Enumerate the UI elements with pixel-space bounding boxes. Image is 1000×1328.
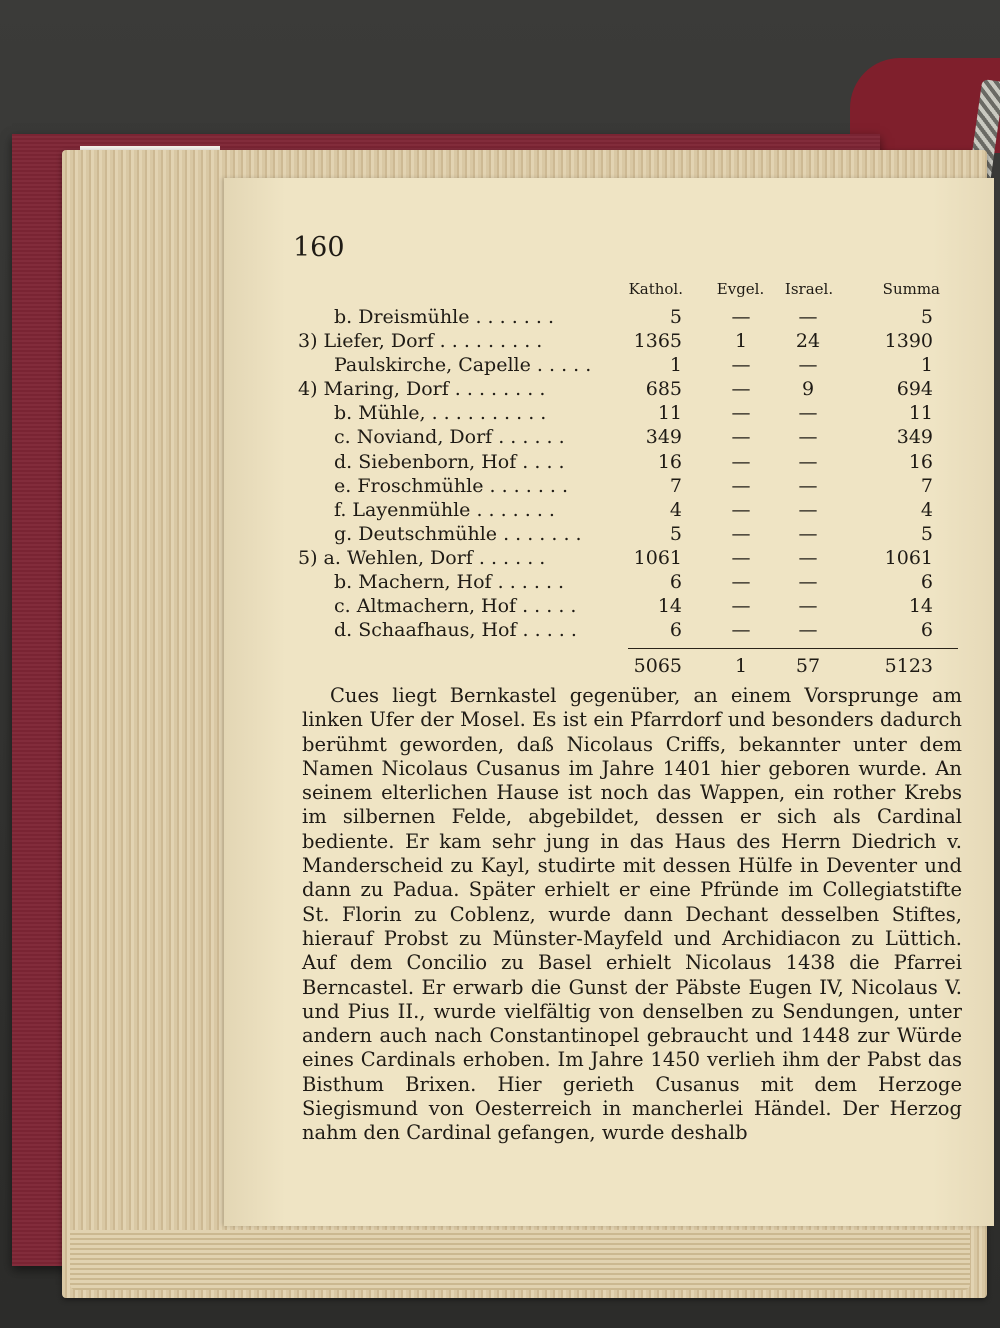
cell-summa: 1061 <box>884 546 933 569</box>
table-row <box>298 330 963 354</box>
total-evgel: 1 <box>734 655 748 678</box>
cell-evgel: — <box>731 619 751 642</box>
cell-kathol: 6 <box>669 619 682 642</box>
body-text <box>302 684 962 1146</box>
body-paragraph: Cues liegt Bernkastel gegenüber, an einem Vorsprunge am linken Ufer der Mosel. Es ist ein Pfarrdorf und besonders dadurch berühmt geworden, daß Nicolaus Criffs, bekannter unter dem Namen Nicolaus Cusanus im Jahre 1401 hier geboren wurde. An seinem elterlichen Hause ist noch das Wappen, ein rother Krebs im silbernen Felde, abgebildet, dessen er sich als Cardinal bediente. Er kam sehr jung in das Haus des Herrn Diedrich v. Manderscheid zu Kayl, studirte mit dessen Hülfe in Deventer und dann zu Padua. Später erhielt er eine Pfründe im Collegiatstifte St. Florin zu Coblenz, wurde dann Dechant desselben Stiftes, hierauf Probst zu Münster-Mayfeld und Archidiacon zu Lüttich. Auf dem Concilio zu Basel erhielt Nicolaus 1438 die Pfarrei Berncastel. Er erwarb die Gunst der Päbste Eugen IV, Nicolaus V. und Pius II., wurde vielfältig von denselben zu Sendungen, unter andern auch nach Constantinopel gebraucht und 1448 zur Würde eines Cardinals erhoben. Im Jahre 1450 verlieh ihm der Pabst das Bisthum Brixen. Hier gerieth Cusanus mit dem Herzoge Siegismund von Oesterreich in mancherlei Händel. Der Herzog nahm den Cardinal gefangen, wurde deshalb <box>302 684 962 1145</box>
cell-evgel: — <box>731 522 751 545</box>
cell-israel: — <box>798 498 818 521</box>
row-label: e. Froschmühle . . . . . . . <box>334 474 569 497</box>
table-row <box>298 619 963 643</box>
cell-summa: 16 <box>908 450 933 473</box>
total-kathol: 5065 <box>633 655 682 678</box>
cell-israel: — <box>798 571 818 594</box>
table-header <box>298 280 963 306</box>
table-row <box>298 523 963 547</box>
cell-israel: — <box>798 474 818 497</box>
row-label: d. Schaafhaus, Hof . . . . . <box>334 619 577 642</box>
header-evgel: Evgel. <box>716 280 765 298</box>
cell-evgel: — <box>731 474 751 497</box>
cell-summa: 7 <box>920 474 933 497</box>
table-row <box>298 306 963 330</box>
cell-evgel: — <box>731 378 751 401</box>
header-kathol: Kathol. <box>628 280 683 298</box>
row-label: c. Noviand, Dorf . . . . . . <box>334 426 565 449</box>
cell-evgel: — <box>731 402 751 425</box>
row-label: b. Mühle, . . . . . . . . . . <box>334 402 547 425</box>
cell-evgel: — <box>731 306 751 328</box>
cell-kathol: 7 <box>669 474 682 497</box>
cell-kathol: 4 <box>669 498 682 521</box>
table-row <box>298 354 963 378</box>
cell-summa: 6 <box>920 619 933 642</box>
cell-summa: 14 <box>908 595 933 618</box>
cell-summa: 5 <box>920 522 933 545</box>
total-summa: 5123 <box>884 655 933 678</box>
cell-israel: 24 <box>795 330 821 353</box>
cell-israel: — <box>798 306 818 328</box>
cell-summa: 1 <box>920 354 933 377</box>
cell-evgel: 1 <box>734 330 748 353</box>
table-row <box>298 547 963 571</box>
cell-summa: 5 <box>920 306 933 328</box>
cell-summa: 694 <box>896 378 933 401</box>
cell-kathol: 1061 <box>633 546 682 569</box>
table-row <box>298 595 963 619</box>
cell-israel: — <box>798 595 818 618</box>
row-label: b. Dreismühle . . . . . . . <box>334 306 554 328</box>
cell-kathol: 14 <box>657 595 682 618</box>
page-bottom-edges <box>70 1230 970 1290</box>
cell-kathol: 5 <box>669 522 682 545</box>
row-label: 4) Maring, Dorf . . . . . . . . <box>298 378 546 401</box>
cell-kathol: 6 <box>669 571 682 594</box>
cell-israel: — <box>798 546 818 569</box>
row-label: 3) Liefer, Dorf . . . . . . . . . <box>298 330 543 353</box>
cell-summa: 4 <box>920 498 933 521</box>
cell-kathol: 11 <box>657 402 682 425</box>
table-body <box>298 306 963 643</box>
cell-kathol: 685 <box>645 378 682 401</box>
cell-israel: — <box>798 619 818 642</box>
cell-evgel: — <box>731 546 751 569</box>
cell-kathol: 16 <box>657 450 682 473</box>
row-label: 5) a. Wehlen, Dorf . . . . . . <box>298 546 546 569</box>
table-row <box>298 451 963 475</box>
cell-summa: 11 <box>908 402 933 425</box>
sum-rule <box>628 648 958 649</box>
cell-kathol: 5 <box>669 306 682 328</box>
row-label: c. Altmachern, Hof . . . . . <box>334 595 577 618</box>
cell-summa: 1390 <box>884 330 933 353</box>
cell-summa: 6 <box>920 571 933 594</box>
table-row <box>298 378 963 402</box>
row-label: d. Siebenborn, Hof . . . . <box>334 450 565 473</box>
cell-evgel: — <box>731 595 751 618</box>
cell-israel: 9 <box>801 378 815 401</box>
header-summa: Summa <box>882 280 940 298</box>
cell-kathol: 1365 <box>633 330 682 353</box>
cell-kathol: 349 <box>645 426 682 449</box>
cell-israel: — <box>798 354 818 377</box>
header-israel: Israel. <box>784 280 834 298</box>
cell-evgel: — <box>731 450 751 473</box>
row-label: f. Layenmühle . . . . . . . <box>334 498 555 521</box>
cell-israel: — <box>798 402 818 425</box>
page-number: 160 <box>293 232 345 263</box>
cell-israel: — <box>798 426 818 449</box>
cell-summa: 349 <box>896 426 933 449</box>
table-row <box>298 475 963 499</box>
population-table <box>298 280 963 679</box>
row-label: Paulskirche, Capelle . . . . . <box>334 354 592 377</box>
table-row <box>298 402 963 426</box>
totals-row <box>298 655 963 679</box>
cell-evgel: — <box>731 498 751 521</box>
table-row <box>298 499 963 523</box>
cell-kathol: 1 <box>669 354 682 377</box>
table-row <box>298 426 963 450</box>
cell-evgel: — <box>731 571 751 594</box>
table-row <box>298 571 963 595</box>
total-israel: 57 <box>795 655 821 678</box>
row-label: g. Deutschmühle . . . . . . . <box>334 522 582 545</box>
row-label: b. Machern, Hof . . . . . . <box>334 571 565 594</box>
cell-israel: — <box>798 450 818 473</box>
cell-evgel: — <box>731 354 751 377</box>
cell-israel: — <box>798 522 818 545</box>
cell-evgel: — <box>731 426 751 449</box>
